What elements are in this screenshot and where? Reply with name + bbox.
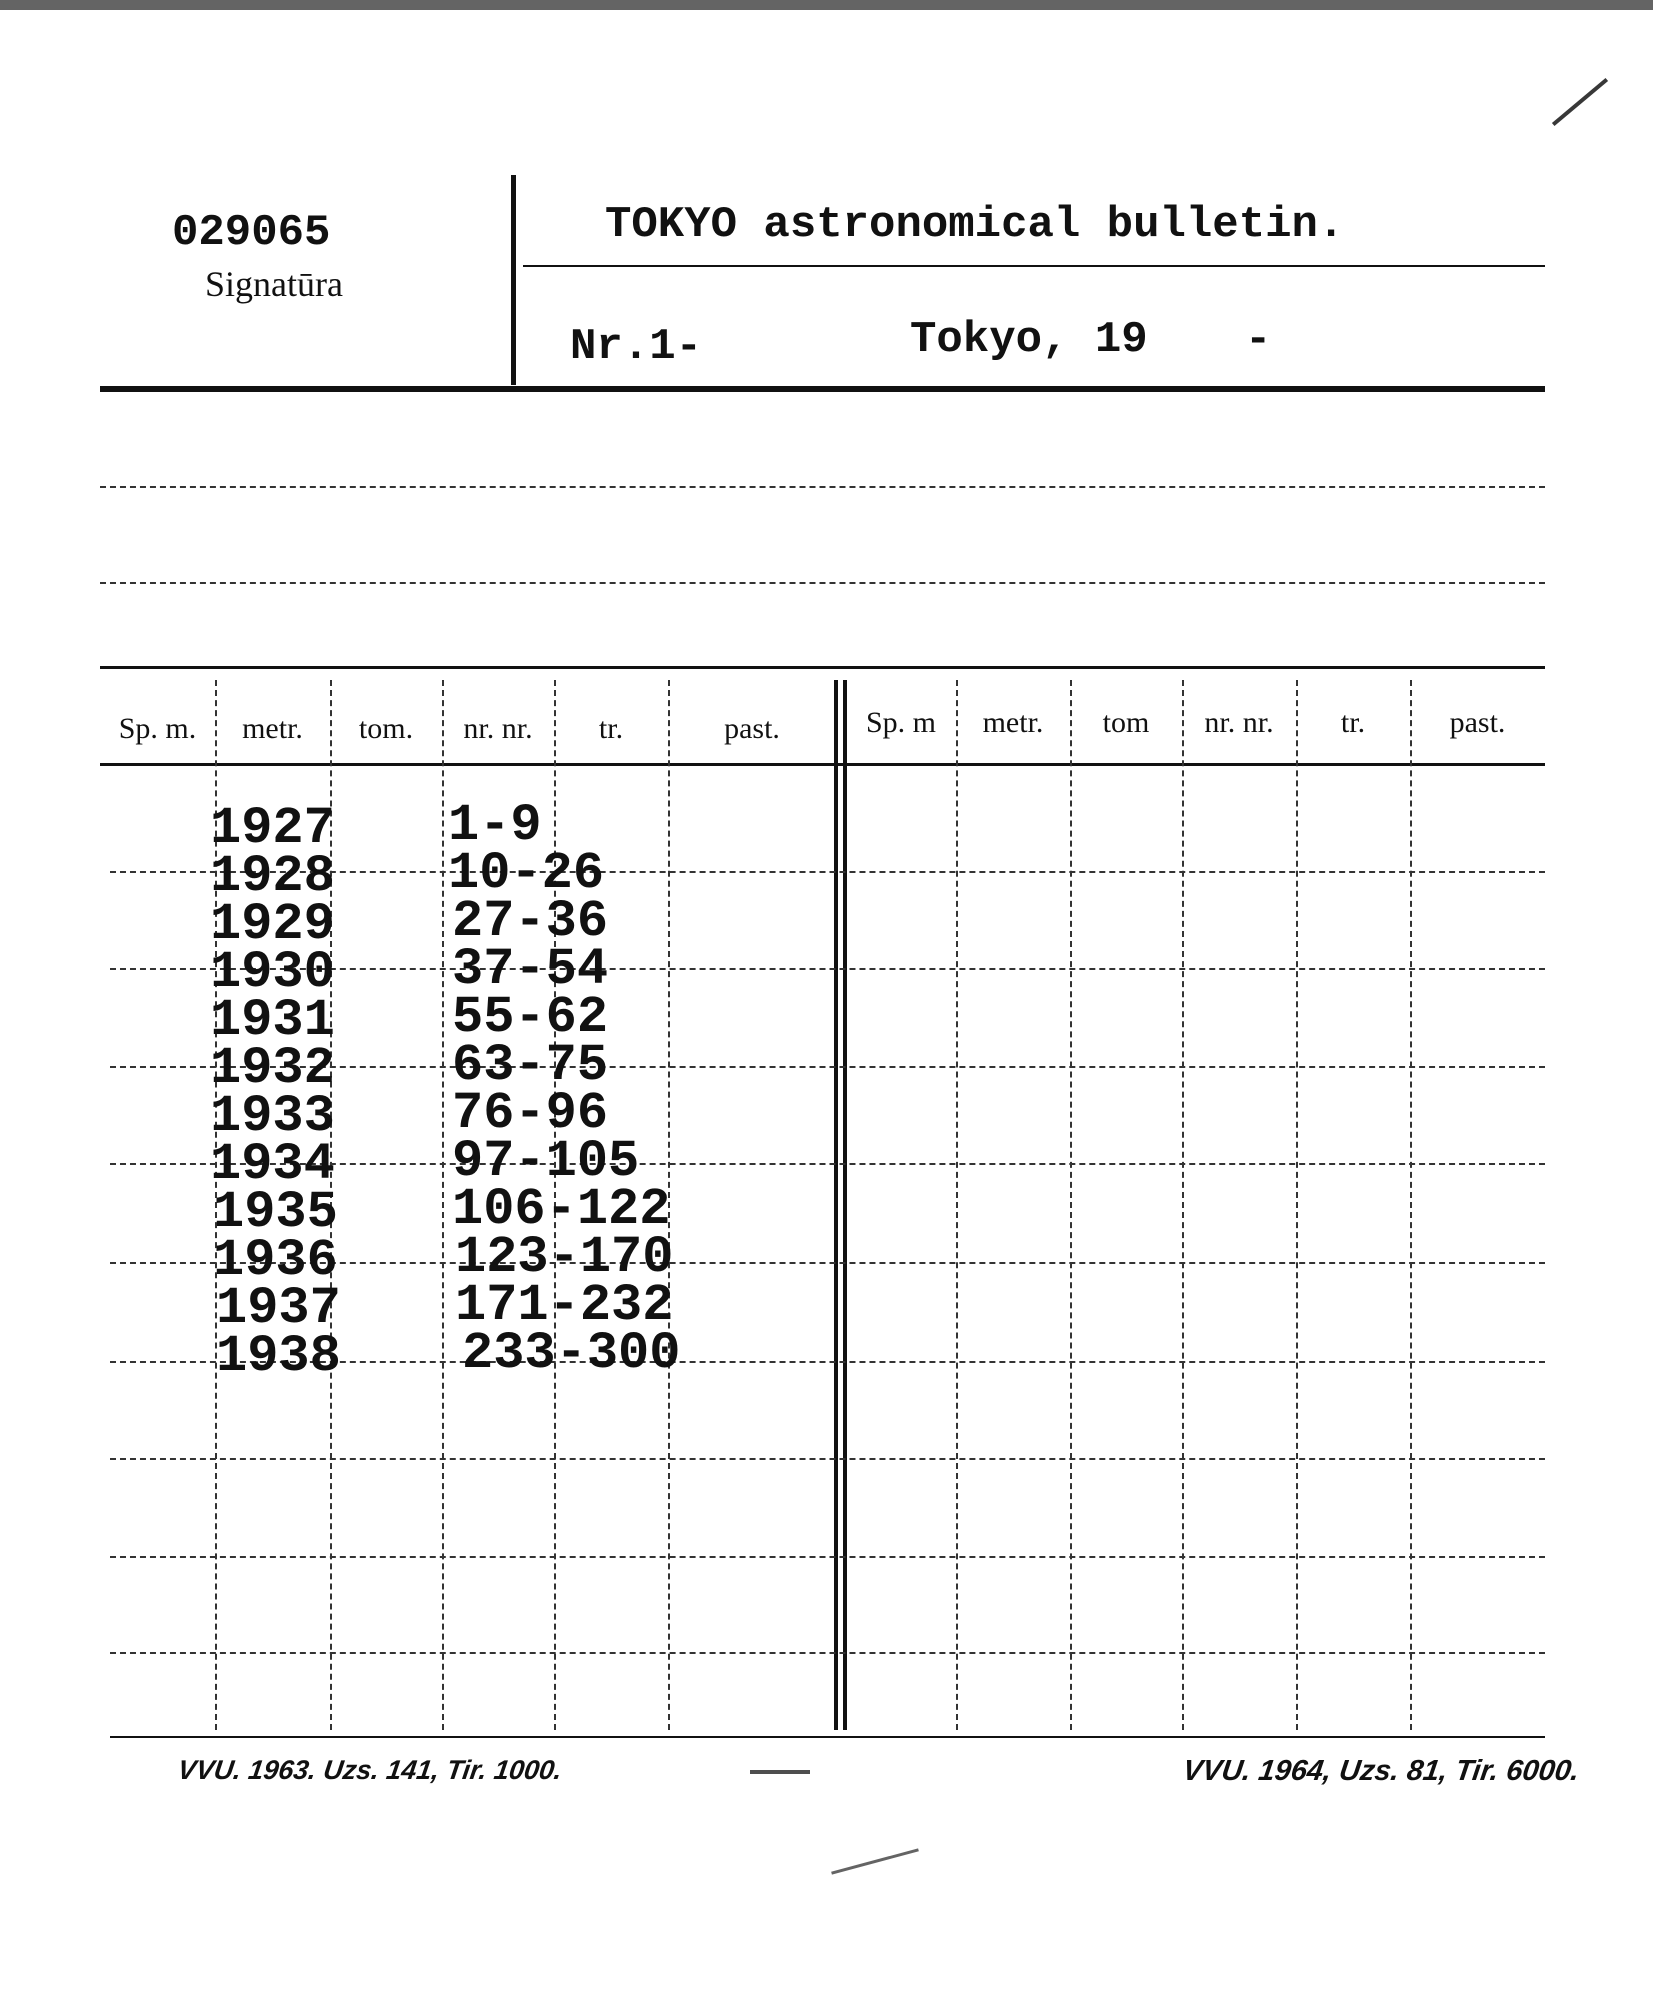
- year-1927: 1927: [210, 799, 335, 858]
- footer-note-left: VVU. 1963. Uzs. 141, Tir. 1000.: [175, 1755, 564, 1785]
- col-line-7: [1070, 680, 1072, 1730]
- year-1931: 1931: [210, 991, 335, 1050]
- col-line-9: [1296, 680, 1298, 1730]
- col-tom-left: tom.: [358, 712, 414, 745]
- footer-note-right: VVU. 1964, Uzs. 81, Tir. 6000.: [1180, 1755, 1582, 1787]
- col-line-3: [442, 680, 444, 1730]
- scan-artifact-stroke-2: [831, 1848, 919, 1874]
- col-past-left: past.: [724, 712, 780, 745]
- range-1927: 1-9: [448, 796, 542, 855]
- range-1929: 27-36: [452, 892, 609, 951]
- year-1935: 1935: [213, 1183, 338, 1242]
- year-1938: 1938: [216, 1327, 341, 1386]
- col-tom-right: tom: [1102, 706, 1150, 739]
- row-rule-8: [110, 1556, 1545, 1558]
- year-1930: 1930: [210, 943, 335, 1002]
- range-1932: 63-75: [452, 1036, 609, 1095]
- year-1933: 1933: [210, 1087, 335, 1146]
- col-tr-right: tr.: [1340, 706, 1366, 739]
- range-1938: 233-300: [462, 1324, 681, 1383]
- range-1928: 10-26: [448, 844, 605, 903]
- range-1934: 97-105: [452, 1132, 640, 1191]
- range-1931: 55-62: [452, 988, 609, 1047]
- scan-artifact-stroke: [750, 1770, 810, 1774]
- year-1936: 1936: [213, 1231, 338, 1290]
- scan-corner-mark: [1552, 78, 1608, 126]
- row-rule-9: [110, 1652, 1545, 1654]
- table-center-divider-b: [843, 680, 847, 1730]
- scan-edge-smudge: [0, 0, 1653, 10]
- date-dash: -: [1245, 315, 1272, 365]
- table-bottom-rule: [110, 1736, 1545, 1738]
- table-top-rule: [100, 666, 1545, 669]
- signature-number: 029065: [172, 208, 331, 258]
- year-1934: 1934: [210, 1135, 335, 1194]
- year-1937: 1937: [216, 1279, 341, 1338]
- range-1937: 171-232: [455, 1276, 674, 1335]
- col-sp-m-right: Sp. m: [865, 706, 937, 739]
- range-1930: 37-54: [452, 940, 609, 999]
- range-1933: 76-96: [452, 1084, 609, 1143]
- number-range: Nr.1-: [570, 322, 703, 372]
- header-bottom-rule: [100, 386, 1545, 392]
- col-line-8: [1182, 680, 1184, 1730]
- title-rule: [523, 265, 1545, 267]
- col-tr-left: tr.: [598, 712, 624, 745]
- col-line-6: [956, 680, 958, 1730]
- col-metr-right: metr.: [982, 706, 1044, 739]
- row-rule-7: [110, 1458, 1545, 1460]
- table-header-rule: [100, 763, 1545, 766]
- year-1928: 1928: [210, 847, 335, 906]
- col-nr-left: nr. nr.: [463, 712, 533, 745]
- signature-label: Signatūra: [205, 264, 343, 304]
- blank-line-1: [100, 486, 1545, 488]
- range-1936: 123-170: [455, 1228, 674, 1287]
- year-1929: 1929: [210, 895, 335, 954]
- year-1932: 1932: [210, 1039, 335, 1098]
- range-1935: 106-122: [452, 1180, 671, 1239]
- table-center-divider-a: [834, 680, 838, 1730]
- col-line-10: [1410, 680, 1412, 1730]
- col-past-right: past.: [1449, 706, 1506, 739]
- place-date: Tokyo, 19: [910, 315, 1148, 365]
- col-metr-left: metr.: [242, 712, 303, 745]
- bulletin-title: TOKYO astronomical bulletin.: [605, 200, 1345, 250]
- col-sp-m-left: Sp. m.: [118, 712, 197, 745]
- header-divider: [511, 175, 516, 385]
- blank-line-2: [100, 582, 1545, 584]
- col-nr-right: nr. nr.: [1204, 706, 1274, 739]
